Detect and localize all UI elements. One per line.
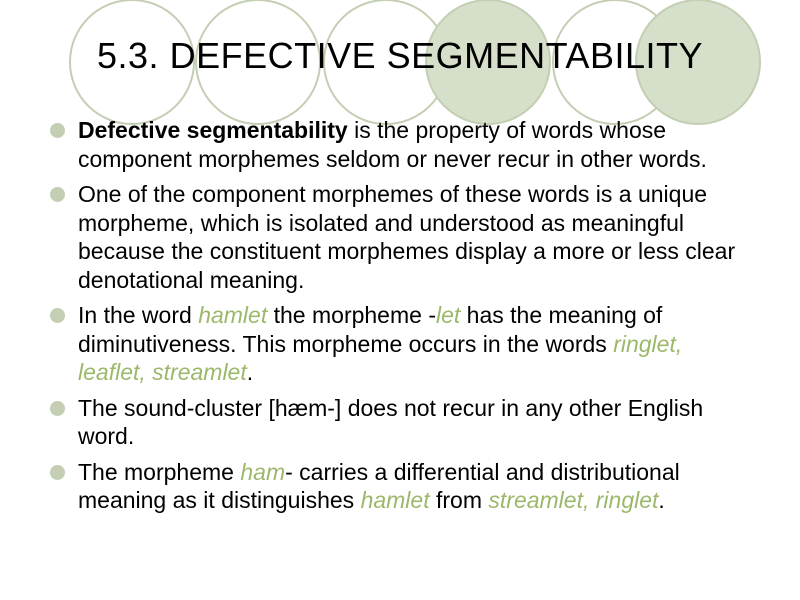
bullet-text: The morpheme	[78, 458, 241, 485]
bullet-text: - carries a differential and distributional meaning as it distinguishes	[78, 458, 680, 513]
bullet-dot-icon	[50, 123, 65, 138]
highlight-example: ringlet, leaflet, streamlet	[78, 330, 683, 385]
highlight-example: hamlet	[360, 487, 430, 513]
bullet-text: has the meaning of diminutiveness. This morpheme occurs in the words	[78, 302, 663, 357]
bullet-dot-icon	[50, 308, 65, 323]
bullet-text: the morpheme -	[267, 302, 436, 328]
bullet-text: is the property of words whose component morphemes seldom or never recur in other words.	[78, 117, 707, 172]
slide-title: 5.3. DEFECTIVE SEGMENTABILITY	[97, 35, 703, 76]
bullet-text: from	[429, 487, 489, 513]
bullet-list	[50, 116, 750, 522]
highlight-example: streamlet, ringlet	[488, 487, 659, 513]
highlight-example: ham	[240, 458, 286, 485]
bullet-text: .	[658, 487, 665, 513]
bullet-item	[50, 301, 750, 387]
highlight-example: hamlet	[198, 302, 268, 328]
bullet-text: In the word	[78, 302, 199, 328]
bullet-dot-icon	[50, 187, 65, 202]
term-defective-segmentability: Defective segmentability	[78, 117, 348, 143]
bullet-text: .	[246, 359, 254, 385]
bullet-dot-icon	[50, 401, 65, 416]
highlight-example: let	[435, 302, 461, 328]
bullet-dot-icon	[50, 465, 65, 480]
bullet-item	[50, 394, 750, 451]
bullet-item	[50, 180, 750, 294]
bullet-text: One of the component morphemes of these words is a unique morpheme, which is isolated and understood as meaningful because the constituent morphemes display a more or less clear denotational meaning.	[78, 181, 736, 293]
bullet-item	[50, 458, 750, 515]
bullet-text: The sound-cluster [hæm-] does not recur in any other English word.	[78, 394, 704, 449]
bullet-item	[50, 116, 750, 173]
